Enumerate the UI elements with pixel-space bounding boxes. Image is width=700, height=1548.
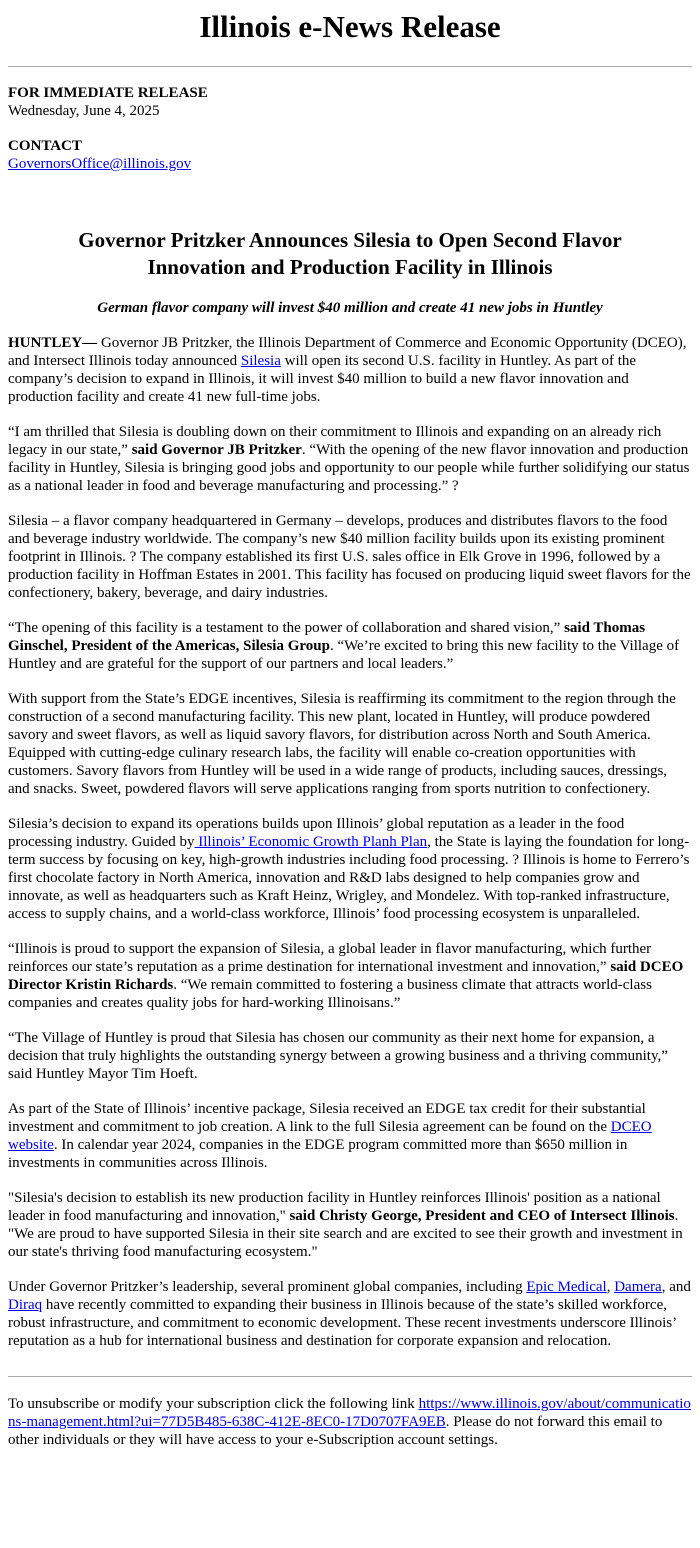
paragraph-text: . “We’re excited to bring this new facility to the Village of Huntley and are grateful for the support of our partners and local leaders.” [8, 638, 680, 672]
dceo-website-link[interactable]: DCEO website [8, 1119, 652, 1153]
paragraph-text: Under Governor Pritzker’s leadership, several prominent global companies, including [8, 1279, 527, 1295]
footer [0, 1377, 700, 1449]
paragraph-text: Silesia’s decision to expand its operations builds upon Illinois’ global reputation as a leader in the food processing industry. Guided by [8, 816, 625, 850]
paragraph-global-companies [8, 1278, 692, 1350]
contact-info [8, 137, 692, 173]
release-date: Wednesday, June 4, 2025 [8, 103, 160, 119]
release-info [8, 84, 692, 120]
paragraph-text: "Silesia's decision to establish its new production facility in Huntley reinforces Illinois' position as a national leader in food manufacturing and innovation," [8, 1190, 661, 1224]
headline: Governor Pritzker Announces Silesia to Open Second Flavor Innovation and Production Facility in Illinois [78, 228, 622, 279]
damera-link[interactable]: Damera [614, 1279, 662, 1295]
paragraph-incentive-package [8, 1100, 692, 1172]
subheadline: German flavor company will invest $40 million and create 41 new jobs in Huntley [97, 300, 603, 316]
paragraph-governor-quote [8, 423, 692, 495]
release-label: FOR IMMEDIATE RELEASE [8, 85, 208, 101]
masthead-title: Illinois e-News Release [199, 9, 501, 44]
silesia-link[interactable]: Silesia [240, 353, 281, 369]
contact-email-link[interactable]: GovernorsOffice@illinois.gov [8, 156, 192, 172]
diraq-link[interactable]: Diraq [8, 1297, 43, 1313]
paragraph-mayor-quote: “The Village of Huntley is proud that Silesia has chosen our community as their next home for expansion, a decision that truly highlights the outstanding synergy between a growing business and a thriving community,” said Huntley Mayor Tim Hoeft. [8, 1030, 668, 1082]
paragraph-dceo-quote [8, 940, 692, 1012]
speaker-attribution: said Christy George, President and CEO of Intersect Illinois [289, 1208, 675, 1224]
top-divider [8, 66, 692, 67]
paragraph-text: As part of the State of Illinois’ incentive package, Silesia received an EDGE tax credit for their substantial investment and commitment to job creation. A link to the full Silesia agreement can be found on the [8, 1101, 646, 1135]
footer-text: To unsubscribe or modify your subscription click the following link [8, 1396, 419, 1412]
subscription-management-link[interactable]: https://www.illinois.gov/about/communications-management.html?ui=77D5B485-638C-412E-8EC0-17D0707FA9EB [8, 1396, 691, 1430]
speaker-attribution: said Thomas Ginschel, President of the Americas, Silesia Group [8, 620, 646, 654]
dateline: HUNTLEY— [8, 335, 98, 351]
economic-growth-plan-link[interactable]: Illinois’ Economic Growth Planh Plan [194, 834, 428, 850]
paragraph-company-background: Silesia – a flavor company headquartered in Germany – develops, produces and distributes flavors to the food and beverage industry worldwide. The company’s new $40 million facility builds upon its existing prominent footprint in Illinois. ? The company established its first U.S. sales office in Elk Grove in 1996, followed by a production facility in Hoffman Estates in 2001. This facility has focused on producing liquid sweet flavors for the confectionery, bakery, beverage, and dairy industries. [8, 513, 691, 601]
release-body [0, 84, 700, 1350]
paragraph-text: “Illinois is proud to support the expansion of Silesia, a global leader in flavor manufacturing, which further reinforces our state’s reputation as a prime destination for international investment and innovation,” [8, 941, 652, 975]
paragraph-text: . In calendar year 2024, companies in the EDGE program committed more than $650 million in investments in communities across Illinois. [8, 1137, 628, 1171]
paragraph-intersect-quote [8, 1189, 692, 1261]
paragraph-silesia-quote [8, 619, 692, 673]
paragraph-edge-facility: With support from the State’s EDGE incentives, Silesia is reaffirming its commitment to the region through the construction of a second manufacturing facility. This new plant, located in Huntley, will produce powdered savory and sweet flavors, as well as liquid savory flavors, for distribution across North and South America. Equipped with cutting-edge culinary research labs, the facility will enable co-creation opportunities with customers. Savory flavors from Huntley will be used in a wide range of products, including sauces, dressings, and snacks. Sweet, powdered flavors will serve applications ranging from sports nutrition to confectionery. [8, 691, 676, 797]
epic-medical-link[interactable]: Epic Medical [526, 1279, 607, 1295]
paragraph-growth-plan [8, 815, 692, 923]
paragraph-text: have recently committed to expanding their business in Illinois because of the state’s skilled workforce, robust infrastructure, and commitment to economic development. These recent investments underscore Illinois’ reputation as a hub for international business and destination for corporate expansion and relocation. [8, 1297, 676, 1349]
paragraph-text: will open its second U.S. facility in Huntley. As part of the company’s decision to expand in Illinois, it will invest $40 million to build a new flavor innovation and production facility and create 41 new full-time jobs. [8, 353, 637, 405]
paragraph-text: . "We are proud to have supported Silesia in their site search and are excited to see their growth and investment in our state's thriving food manufacturing ecosystem." [8, 1208, 683, 1260]
paragraph-text: “The opening of this facility is a testament to the power of collaboration and shared vision,” [8, 620, 565, 636]
paragraph-text: . “We remain committed to fostering a business climate that attracts world-class companies and creates quality jobs for hard-working Illinoisans.” [8, 977, 652, 1011]
paragraph-text: . “With the opening of the new flavor innovation and production facility in Huntley, Silesia is bringing good jobs and opportunity to our people while further solidifying our status as a national leader in food and beverage manufacturing and processing.” ? [8, 442, 690, 494]
contact-label: CONTACT [8, 138, 82, 154]
paragraph-text: “I am thrilled that Silesia is doubling down on their commitment to Illinois and expanding on an already rich legacy in our state,” [8, 424, 662, 458]
paragraph-text: , the State is laying the foundation for long-term success by focusing on key, high-growth industries including food processing. ? Illinois is home to Ferrero’s first chocolate factory in North America, innovation and R&D labs designed to help companies grow and innovate, as well as headquarters such as Kraft Heinz, Wrigley, and Mondelez. With top-ranked infrastructure, access to supply chains, and a world-class workforce, Illinois’ food processing ecosystem is unparalleled. [8, 834, 690, 922]
footer-text: . Please do not forward this email to other individuals or they will have access to your e-Subscription account settings. [8, 1414, 663, 1448]
speaker-attribution: said DCEO Director Kristin Richards [8, 959, 684, 993]
paragraph-text: Governor JB Pritzker, the Illinois Department of Commerce and Economic Opportunity (DCEO), and Intersect Illinois today announced [8, 335, 687, 369]
speaker-attribution: said Governor JB Pritzker [131, 442, 302, 458]
paragraph-intro [8, 334, 692, 406]
separator-text: , and [661, 1279, 691, 1295]
unsubscribe-notice [8, 1395, 692, 1449]
separator-text: , [606, 1279, 615, 1295]
